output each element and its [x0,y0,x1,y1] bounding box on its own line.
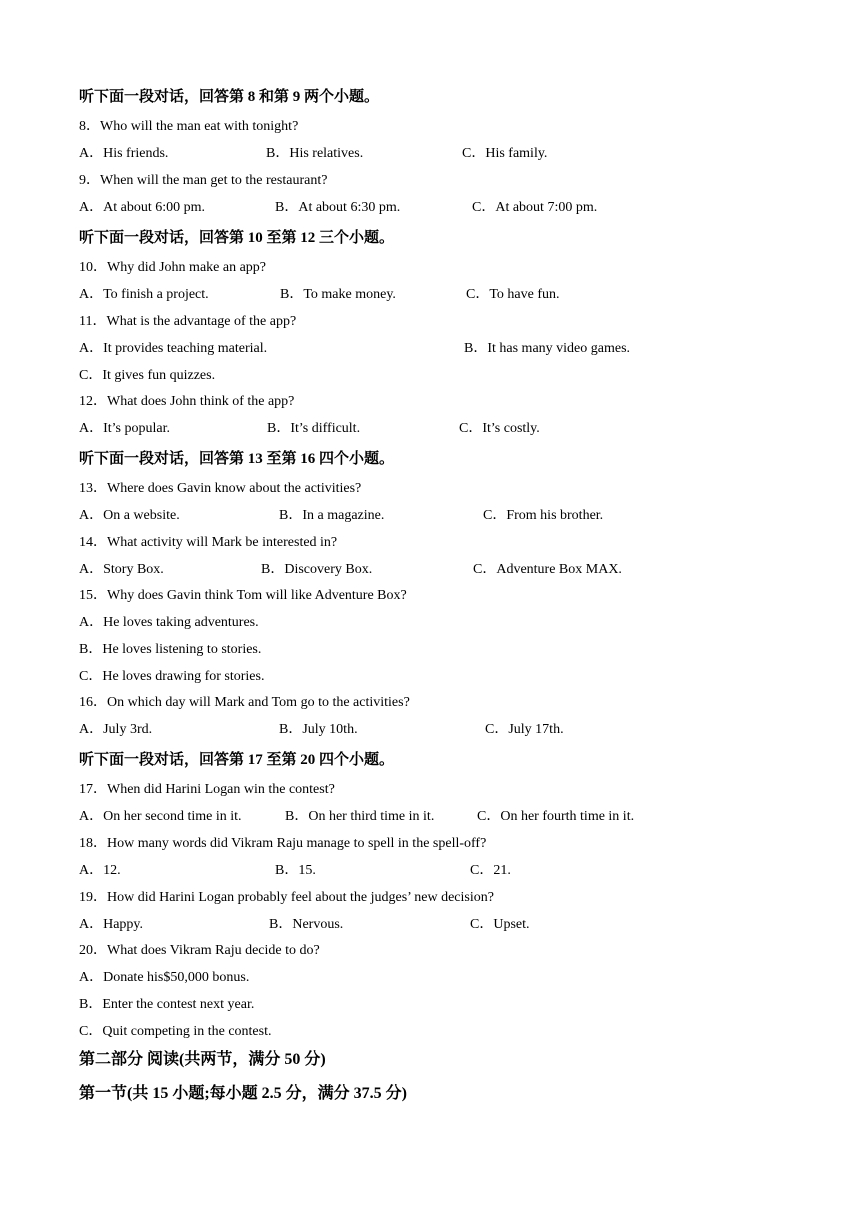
question-text: 17．When did Harini Logan win the contest? [79,782,335,797]
question-text: 9．When will the man get to the restaurant? [79,173,328,188]
question-text: 14．What activity will Mark be interested in? [79,535,338,550]
option-a: A．12. [79,863,121,878]
question-text: 19．How did Harini Logan probably feel about the judges’ new decision? [79,890,494,905]
option-c: C．At about 7:00 pm. [472,200,598,215]
option-a: A．It provides teaching material. [79,341,268,356]
option-b: B．July 10th. [279,722,358,737]
question-text: 18．How many words did Vikram Raju manage to spell in the spell-off? [79,836,487,851]
option-c: C．Quit competing in the contest. [79,1024,272,1039]
option-a: A．It’s popular. [79,421,170,436]
section-heading: 听下面一段对话，回答第 8 和第 9 两个小题。 [79,89,380,105]
option-a: A．At about 6:00 pm. [79,200,205,215]
option-b: B．He loves listening to stories. [79,642,262,657]
option-b: B．At about 6:30 pm. [275,200,401,215]
option-c: C．His family. [462,146,548,161]
question-text: 15．Why does Gavin think Tom will like Adventure Box? [79,588,407,603]
section-heading: 听下面一段对话，回答第 13 至第 16 四个小题。 [79,451,395,467]
section-heading: 听下面一段对话，回答第 17 至第 20 四个小题。 [79,752,395,768]
section-subtitle: 第一节(共 15 小题;每小题 2.5 分，满分 37.5 分) [79,1085,407,1102]
option-c: C．Adventure Box MAX. [473,562,622,577]
question-text: 8．Who will the man eat with tonight? [79,119,299,134]
option-c: C．July 17th. [485,722,564,737]
option-a: A．On her second time in it. [79,809,242,824]
option-b: B．It’s difficult. [267,421,361,436]
option-b: B．It has many video games. [464,341,631,356]
option-c: C．To have fun. [466,287,560,302]
option-a: A．Story Box. [79,562,164,577]
question-text: 10．Why did John make an app? [79,260,267,275]
part-title: 第二部分 阅读(共两节，满分 50 分) [79,1051,326,1068]
option-c: C．From his brother. [483,508,604,523]
option-b: B．In a magazine. [279,508,385,523]
question-text: 20．What does Vikram Raju decide to do? [79,943,320,958]
option-a: A．To finish a project. [79,287,209,302]
option-b: B．On her third time in it. [285,809,435,824]
option-b: B．To make money. [280,287,396,302]
question-text: 12．What does John think of the app? [79,394,295,409]
option-b: B．Discovery Box. [261,562,373,577]
option-c: C．It’s costly. [459,421,540,436]
option-c: C．It gives fun quizzes. [79,368,216,383]
option-a: A．Donate his$50,000 bonus. [79,970,250,985]
option-a: A．Happy. [79,917,144,932]
option-a: A．On a website. [79,508,180,523]
option-b: B．Enter the contest next year. [79,997,255,1012]
option-a: A．His friends. [79,146,169,161]
option-b: B．Nervous. [269,917,344,932]
option-a: A．July 3rd. [79,722,153,737]
option-c: C．On her fourth time in it. [477,809,635,824]
option-c: C．Upset. [470,917,530,932]
section-heading: 听下面一段对话，回答第 10 至第 12 三个小题。 [79,230,395,246]
option-c: C．21. [470,863,511,878]
option-b: B．His relatives. [266,146,364,161]
question-text: 13．Where does Gavin know about the activities? [79,481,362,496]
option-b: B．15. [275,863,316,878]
option-c: C．He loves drawing for stories. [79,669,265,684]
question-text: 11．What is the advantage of the app? [79,314,297,329]
option-a: A．He loves taking adventures. [79,615,259,630]
question-text: 16．On which day will Mark and Tom go to the activities? [79,695,410,710]
